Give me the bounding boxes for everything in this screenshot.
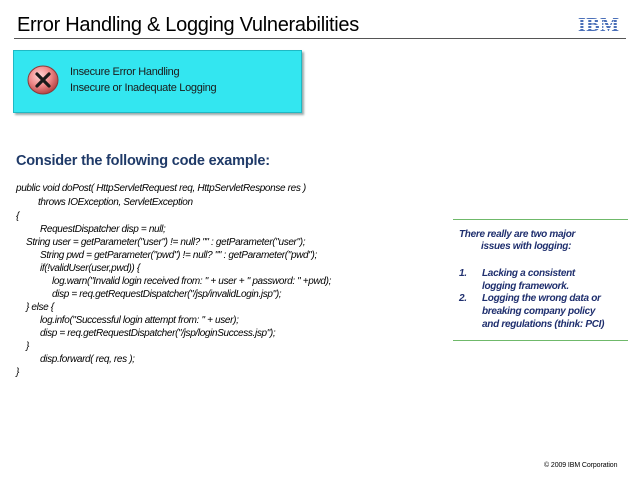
code-line: disp.forward( req, res ); <box>40 354 135 365</box>
list-item-text: Logging the wrong data or <box>482 293 601 304</box>
code-line: } <box>26 341 29 352</box>
code-line: if(!validUser(user,pwd)) { <box>40 263 140 274</box>
ibm-logo: IBM <box>578 14 620 36</box>
list-number: 2. <box>459 293 467 304</box>
list-item-text: and regulations (think: PCI) <box>482 319 605 330</box>
intro-line: issues with logging: <box>481 241 572 252</box>
code-line: throws IOException, ServletException <box>38 197 193 208</box>
code-line: public void doPost( HttpServletRequest req, HttpServletResponse res ) <box>16 183 306 194</box>
section-heading: Consider the following code example: <box>16 153 270 169</box>
code-line: RequestDispatcher disp = null; <box>40 224 166 235</box>
code-line: log.info("Successful login attempt from: " + user); <box>40 315 239 326</box>
code-line: } else { <box>26 302 54 313</box>
copyright-footer: © 2009 IBM Corporation <box>544 462 618 469</box>
callout-line-error-handling: Insecure Error Handling <box>70 66 180 78</box>
code-line: disp = req.getRequestDispatcher("/jsp/loginSuccess.jsp"); <box>40 328 276 339</box>
code-line: { <box>16 211 19 222</box>
box-bottom-rule <box>453 340 628 341</box>
intro-line: There really are two major <box>459 229 576 240</box>
list-item-text: Lacking a consistent <box>482 268 575 279</box>
slide-title: Error Handling & Logging Vulnerabilities <box>17 14 359 36</box>
logging-issues-box <box>453 219 628 340</box>
box-top-rule <box>453 219 628 220</box>
code-line: log.warn("Invalid login received from: " + user + " password: " +pwd); <box>52 276 332 287</box>
callout-line-logging: Insecure or Inadequate Logging <box>70 82 217 94</box>
x-circle-icon <box>27 65 59 95</box>
code-line: String pwd = getParameter("pwd") != null? "" : getParameter("pwd"); <box>40 250 317 261</box>
title-divider <box>14 38 626 39</box>
code-line: String user = getParameter("user") != null? "" : getParameter("user"); <box>26 237 306 248</box>
list-number: 1. <box>459 268 467 279</box>
code-line: } <box>16 367 19 378</box>
list-item-text: breaking company policy <box>482 306 596 317</box>
list-item-text: logging framework. <box>482 281 569 292</box>
code-line: disp = req.getRequestDispatcher("/jsp/invalidLogin.jsp"); <box>52 289 282 300</box>
